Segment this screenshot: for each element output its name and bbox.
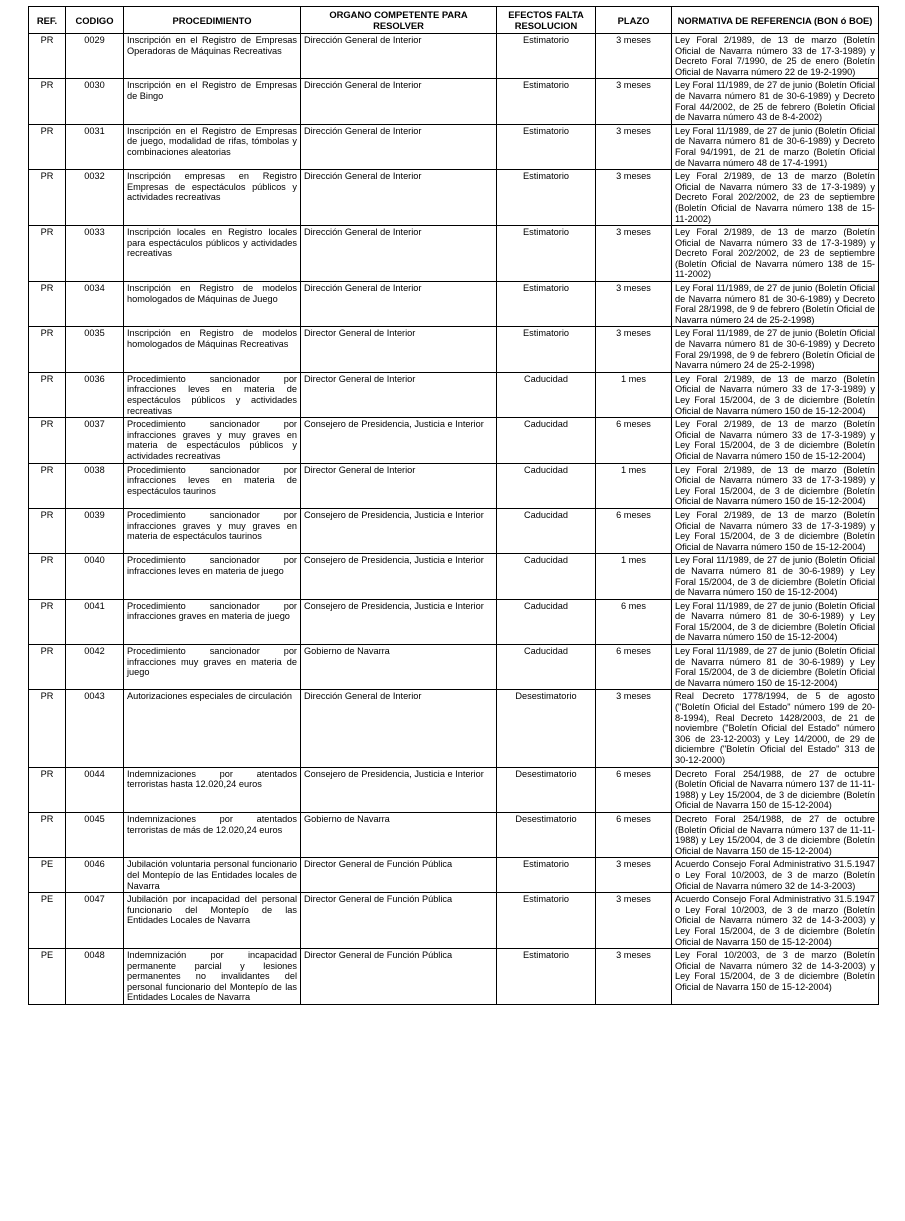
cell-codigo: 0034 — [66, 282, 124, 327]
header-normativa: NORMATIVA DE REFERENCIA (BON ó BOE) — [672, 7, 879, 34]
header-efectos: EFECTOS FALTA RESOLUCION — [497, 7, 596, 34]
cell-efectos: Estimatorio — [497, 34, 596, 79]
cell-normativa: Ley Foral 2/1989, de 13 de marzo (Boletín Oficial de Navarra número 33 de 17-3-1989) y Ley Foral 15/2004, de 3 de diciembre (Boletín Oficial de Navarra número 150 de 15-12-2004) — [672, 372, 879, 417]
cell-ref: PR — [29, 767, 66, 812]
cell-ref: PR — [29, 170, 66, 226]
cell-efectos: Estimatorio — [497, 858, 596, 893]
cell-organo: Director General de Interior — [301, 372, 497, 417]
cell-efectos: Estimatorio — [497, 124, 596, 169]
table-row — [29, 554, 879, 599]
cell-organo: Director General de Función Pública — [301, 893, 497, 949]
table-row — [29, 372, 879, 417]
cell-efectos: Estimatorio — [497, 170, 596, 226]
cell-organo: Dirección General de Interior — [301, 170, 497, 226]
cell-codigo: 0030 — [66, 79, 124, 124]
cell-plazo: 3 meses — [596, 79, 672, 124]
cell-procedimiento: Procedimiento sancionador por infracciones leves en materia de juego — [124, 554, 301, 599]
cell-plazo: 6 mes — [596, 599, 672, 644]
header-plazo: PLAZO — [596, 7, 672, 34]
cell-codigo: 0048 — [66, 949, 124, 1005]
table-row — [29, 34, 879, 79]
cell-efectos: Caducidad — [497, 372, 596, 417]
header-ref: REF. — [29, 7, 66, 34]
cell-ref: PR — [29, 599, 66, 644]
cell-codigo: 0037 — [66, 418, 124, 463]
table-row — [29, 418, 879, 463]
cell-efectos: Caducidad — [497, 418, 596, 463]
cell-organo: Dirección General de Interior — [301, 79, 497, 124]
cell-plazo: 3 meses — [596, 226, 672, 282]
cell-codigo: 0042 — [66, 645, 124, 690]
cell-efectos: Estimatorio — [497, 949, 596, 1005]
cell-codigo: 0043 — [66, 690, 124, 767]
cell-codigo: 0032 — [66, 170, 124, 226]
cell-normativa: Decreto Foral 254/1988, de 27 de octubre (Boletín Oficial de Navarra número 137 de 11-11-1988) y Ley 15/2004, de 3 de diciembre (Boletín Oficial de Navarra 150 de 15-12-2004) — [672, 767, 879, 812]
cell-procedimiento: Procedimiento sancionador por infracciones graves y muy graves en materia de espectáculos públicos y actividades recreativas — [124, 418, 301, 463]
cell-codigo: 0044 — [66, 767, 124, 812]
cell-procedimiento: Inscripción en el Registro de Empresas Operadoras de Máquinas Recreativas — [124, 34, 301, 79]
cell-procedimiento: Inscripción en Registro de modelos homologados de Máquinas de Juego — [124, 282, 301, 327]
cell-ref: PR — [29, 463, 66, 508]
cell-normativa: Ley Foral 2/1989, de 13 de marzo (Boletín Oficial de Navarra número 33 de 17-3-1989) y Ley Foral 15/2004, de 3 de diciembre (Boletín Oficial de Navarra número 150 de 15-12-2004) — [672, 418, 879, 463]
cell-codigo: 0031 — [66, 124, 124, 169]
cell-plazo: 6 meses — [596, 767, 672, 812]
cell-plazo: 1 mes — [596, 554, 672, 599]
cell-organo: Dirección General de Interior — [301, 690, 497, 767]
cell-procedimiento: Inscripción en Registro de modelos homologados de Máquinas Recreativas — [124, 327, 301, 372]
header-procedimiento: PROCEDIMIENTO — [124, 7, 301, 34]
cell-codigo: 0029 — [66, 34, 124, 79]
cell-ref: PR — [29, 372, 66, 417]
table-row — [29, 508, 879, 553]
cell-normativa: Ley Foral 10/2003, de 3 de marzo (Boletín Oficial de Navarra número 32 de 14-3-2003) y Ley Foral 15/2004, de 3 de diciembre (Boletín Oficial de Navarra 150 de 15-12-2004) — [672, 949, 879, 1005]
cell-ref: PR — [29, 812, 66, 857]
cell-efectos: Estimatorio — [497, 282, 596, 327]
cell-normativa: Acuerdo Consejo Foral Administrativo 31.5.1947 o Ley Foral 10/2003, de 3 de marzo (Boletín Oficial de Navarra número 32 de 14-3-2003) y Ley Foral 15/2004, de 3 de diciembre (Boletín Oficial de Navarra 150 de 15-12-2004) — [672, 893, 879, 949]
cell-procedimiento: Procedimiento sancionador por infracciones leves en materia de espectáculos públicos y actividades recreativas — [124, 372, 301, 417]
cell-procedimiento: Procedimiento sancionador por infracciones graves y muy graves en materia de espectáculos taurinos — [124, 508, 301, 553]
cell-organo: Director General de Interior — [301, 327, 497, 372]
cell-normativa: Ley Foral 11/1989, de 27 de junio (Boletín Oficial de Navarra número 81 de 30-6-1989) y Ley Foral 15/2004, de 3 de diciembre (Boletín Oficial de Navarra número 150 de 15-12-2004) — [672, 645, 879, 690]
procedures-table — [28, 6, 879, 1005]
cell-normativa: Ley Foral 2/1989, de 13 de marzo (Boletín Oficial de Navarra número 33 de 17-3-1989) y Ley Foral 15/2004, de 3 de diciembre (Boletín Oficial de Navarra número 150 de 15-12-2004) — [672, 508, 879, 553]
table-row — [29, 463, 879, 508]
procedures-document — [28, 6, 878, 1005]
cell-ref: PE — [29, 949, 66, 1005]
cell-normativa: Real Decreto 1778/1994, de 5 de agosto ("Boletín Oficial del Estado" número 199 de 20-8-1994), Real Decreto 1428/2003, de 21 de noviembre ("Boletín Oficial del Estado" número 306 de 23-12-2003) y Ley 14/2000, de 29 de diciembre ("Boletín Oficial del Estado" 313 de 30-12-2000) — [672, 690, 879, 767]
cell-normativa: Decreto Foral 254/1988, de 27 de octubre (Boletín Oficial de Navarra número 137 de 11-11-1988) y Ley 15/2004, de 3 de diciembre (Boletín Oficial de Navarra 150 de 15-12-2004) — [672, 812, 879, 857]
cell-normativa: Ley Foral 11/1989, de 27 de junio (Boletín Oficial de Navarra número 81 de 30-6-1989) y Decreto Foral 29/1998, de 9 de febrero (Boletín Oficial de Navarra número 24 de 25-2-1998) — [672, 327, 879, 372]
cell-organo: Dirección General de Interior — [301, 124, 497, 169]
cell-codigo: 0046 — [66, 858, 124, 893]
cell-efectos: Desestimatorio — [497, 767, 596, 812]
cell-procedimiento: Procedimiento sancionador por infracciones leves en materia de espectáculos taurinos — [124, 463, 301, 508]
cell-plazo: 3 meses — [596, 170, 672, 226]
cell-plazo: 3 meses — [596, 858, 672, 893]
cell-plazo: 3 meses — [596, 124, 672, 169]
cell-plazo: 6 meses — [596, 645, 672, 690]
table-row — [29, 858, 879, 893]
cell-codigo: 0045 — [66, 812, 124, 857]
cell-efectos: Estimatorio — [497, 79, 596, 124]
cell-efectos: Estimatorio — [497, 226, 596, 282]
cell-ref: PR — [29, 645, 66, 690]
cell-plazo: 3 meses — [596, 34, 672, 79]
cell-codigo: 0033 — [66, 226, 124, 282]
cell-ref: PR — [29, 690, 66, 767]
cell-efectos: Caducidad — [497, 463, 596, 508]
cell-procedimiento: Indemnización por incapacidad permanente parcial y lesiones permanentes no invalidantes del personal funcionario del Montepío de las Entidades Locales de Navarra — [124, 949, 301, 1005]
cell-efectos: Caducidad — [497, 508, 596, 553]
cell-organo: Director General de Función Pública — [301, 949, 497, 1005]
cell-ref: PR — [29, 508, 66, 553]
cell-organo: Director General de Interior — [301, 463, 497, 508]
cell-codigo: 0040 — [66, 554, 124, 599]
table-row — [29, 893, 879, 949]
cell-plazo: 3 meses — [596, 949, 672, 1005]
cell-ref: PR — [29, 124, 66, 169]
cell-procedimiento: Jubilación por incapacidad del personal funcionario del Montepío de las Entidades Locales de Navarra — [124, 893, 301, 949]
cell-procedimiento: Inscripción en el Registro de Empresas de Bingo — [124, 79, 301, 124]
cell-normativa: Ley Foral 11/1989, de 27 de junio (Boletín Oficial de Navarra número 81 de 30-6-1989) y Decreto Foral 44/2002, de 25 de febrero (Boletín Oficial de Navarra número 43 de 8-4-2002) — [672, 79, 879, 124]
cell-codigo: 0047 — [66, 893, 124, 949]
cell-efectos: Caducidad — [497, 645, 596, 690]
cell-procedimiento: Indemnizaciones por atentados terroristas de más de 12.020,24 euros — [124, 812, 301, 857]
cell-ref: PR — [29, 554, 66, 599]
cell-normativa: Ley Foral 11/1989, de 27 de junio (Boletín Oficial de Navarra número 81 de 30-6-1989) y Decreto Foral 94/1991, de 21 de marzo (Boletín Oficial de Navarra número 48 de 17-4-1991) — [672, 124, 879, 169]
table-row — [29, 599, 879, 644]
cell-plazo: 6 meses — [596, 418, 672, 463]
cell-plazo: 3 meses — [596, 893, 672, 949]
cell-plazo: 6 meses — [596, 508, 672, 553]
cell-ref: PR — [29, 418, 66, 463]
cell-organo: Gobierno de Navarra — [301, 812, 497, 857]
cell-organo: Consejero de Presidencia, Justicia e Interior — [301, 767, 497, 812]
cell-codigo: 0039 — [66, 508, 124, 553]
cell-plazo: 1 mes — [596, 463, 672, 508]
cell-codigo: 0035 — [66, 327, 124, 372]
table-body — [29, 34, 879, 1005]
cell-plazo: 6 meses — [596, 812, 672, 857]
table-row — [29, 767, 879, 812]
cell-codigo: 0041 — [66, 599, 124, 644]
table-header-row — [29, 7, 879, 34]
table-row — [29, 949, 879, 1005]
cell-normativa: Ley Foral 2/1989, de 13 de marzo (Boletín Oficial de Navarra número 33 de 17-3-1989) y Decreto Foral 202/2002, de 23 de septiembre (Boletín Oficial de Navarra número 138 de 15-11-2002) — [672, 226, 879, 282]
table-row — [29, 812, 879, 857]
cell-organo: Director General de Función Pública — [301, 858, 497, 893]
cell-organo: Consejero de Presidencia, Justicia e Interior — [301, 508, 497, 553]
cell-efectos: Desestimatorio — [497, 690, 596, 767]
cell-efectos: Caducidad — [497, 599, 596, 644]
cell-efectos: Estimatorio — [497, 893, 596, 949]
cell-procedimiento: Inscripción empresas en Registro Empresas de espectáculos públicos y actividades recreativas — [124, 170, 301, 226]
table-row — [29, 226, 879, 282]
cell-ref: PE — [29, 858, 66, 893]
cell-procedimiento: Procedimiento sancionador por infracciones graves en materia de juego — [124, 599, 301, 644]
cell-plazo: 3 meses — [596, 690, 672, 767]
cell-normativa: Ley Foral 11/1989, de 27 de junio (Boletín Oficial de Navarra número 81 de 30-6-1989) y Decreto Foral 28/1998, de 9 de febrero (Boletín Oficial de Navarra número 24 de 25-2-1998) — [672, 282, 879, 327]
table-row — [29, 124, 879, 169]
table-row — [29, 645, 879, 690]
cell-efectos: Caducidad — [497, 554, 596, 599]
cell-normativa: Ley Foral 11/1989, de 27 de junio (Boletín Oficial de Navarra número 81 de 30-6-1989) y Ley Foral 15/2004, de 3 de diciembre (Boletín Oficial de Navarra número 150 de 15-12-2004) — [672, 599, 879, 644]
cell-codigo: 0036 — [66, 372, 124, 417]
cell-procedimiento: Procedimiento sancionador por infracciones muy graves en materia de juego — [124, 645, 301, 690]
cell-procedimiento: Autorizaciones especiales de circulación — [124, 690, 301, 767]
cell-organo: Consejero de Presidencia, Justicia e Interior — [301, 418, 497, 463]
cell-ref: PE — [29, 893, 66, 949]
cell-plazo: 1 mes — [596, 372, 672, 417]
cell-ref: PR — [29, 226, 66, 282]
table-row — [29, 79, 879, 124]
cell-plazo: 3 meses — [596, 282, 672, 327]
cell-organo: Dirección General de Interior — [301, 282, 497, 327]
cell-organo: Gobierno de Navarra — [301, 645, 497, 690]
table-row — [29, 282, 879, 327]
cell-procedimiento: Inscripción locales en Registro locales para espectáculos públicos y actividades recreativas — [124, 226, 301, 282]
cell-efectos: Desestimatorio — [497, 812, 596, 857]
cell-organo: Dirección General de Interior — [301, 226, 497, 282]
cell-normativa: Ley Foral 2/1989, de 13 de marzo (Boletín Oficial de Navarra número 33 de 17-3-1989) y Ley Foral 15/2004, de 3 de diciembre (Boletín Oficial de Navarra número 150 de 15-12-2004) — [672, 463, 879, 508]
cell-normativa: Ley Foral 2/1989, de 13 de marzo (Boletín Oficial de Navarra número 33 de 17-3-1989) y Decreto Foral 202/2002, de 23 de septiembre (Boletín Oficial de Navarra número 138 de 15-11-2002) — [672, 170, 879, 226]
cell-ref: PR — [29, 79, 66, 124]
cell-efectos: Estimatorio — [497, 327, 596, 372]
cell-procedimiento: Jubilación voluntaria personal funcionario del Montepío de las Entidades locales de Navarra — [124, 858, 301, 893]
header-codigo: CODIGO — [66, 7, 124, 34]
table-row — [29, 327, 879, 372]
table-row — [29, 170, 879, 226]
cell-ref: PR — [29, 327, 66, 372]
cell-organo: Dirección General de Interior — [301, 34, 497, 79]
cell-ref: PR — [29, 282, 66, 327]
cell-procedimiento: Indemnizaciones por atentados terroristas hasta 12.020,24 euros — [124, 767, 301, 812]
cell-procedimiento: Inscripción en el Registro de Empresas de juego, modalidad de rifas, tómbolas y combinaciones aleatorias — [124, 124, 301, 169]
cell-normativa: Acuerdo Consejo Foral Administrativo 31.5.1947 o Ley Foral 10/2003, de 3 de marzo (Boletín Oficial de Navarra número 32 de 14-3-2003) — [672, 858, 879, 893]
cell-plazo: 3 meses — [596, 327, 672, 372]
cell-organo: Consejero de Presidencia, Justicia e Interior — [301, 554, 497, 599]
table-row — [29, 690, 879, 767]
cell-normativa: Ley Foral 11/1989, de 27 de junio (Boletín Oficial de Navarra número 81 de 30-6-1989) y Ley Foral 15/2004, de 3 de diciembre (Boletín Oficial de Navarra número 150 de 15-12-2004) — [672, 554, 879, 599]
cell-organo: Consejero de Presidencia, Justicia e Interior — [301, 599, 497, 644]
header-organo: ORGANO COMPETENTE PARA RESOLVER — [301, 7, 497, 34]
cell-normativa: Ley Foral 2/1989, de 13 de marzo (Boletín Oficial de Navarra número 33 de 17-3-1989) y Decreto Foral 7/1990, de 25 de enero (Boletín Oficial de Navarra número 22 de 19-2-1990) — [672, 34, 879, 79]
cell-codigo: 0038 — [66, 463, 124, 508]
cell-ref: PR — [29, 34, 66, 79]
